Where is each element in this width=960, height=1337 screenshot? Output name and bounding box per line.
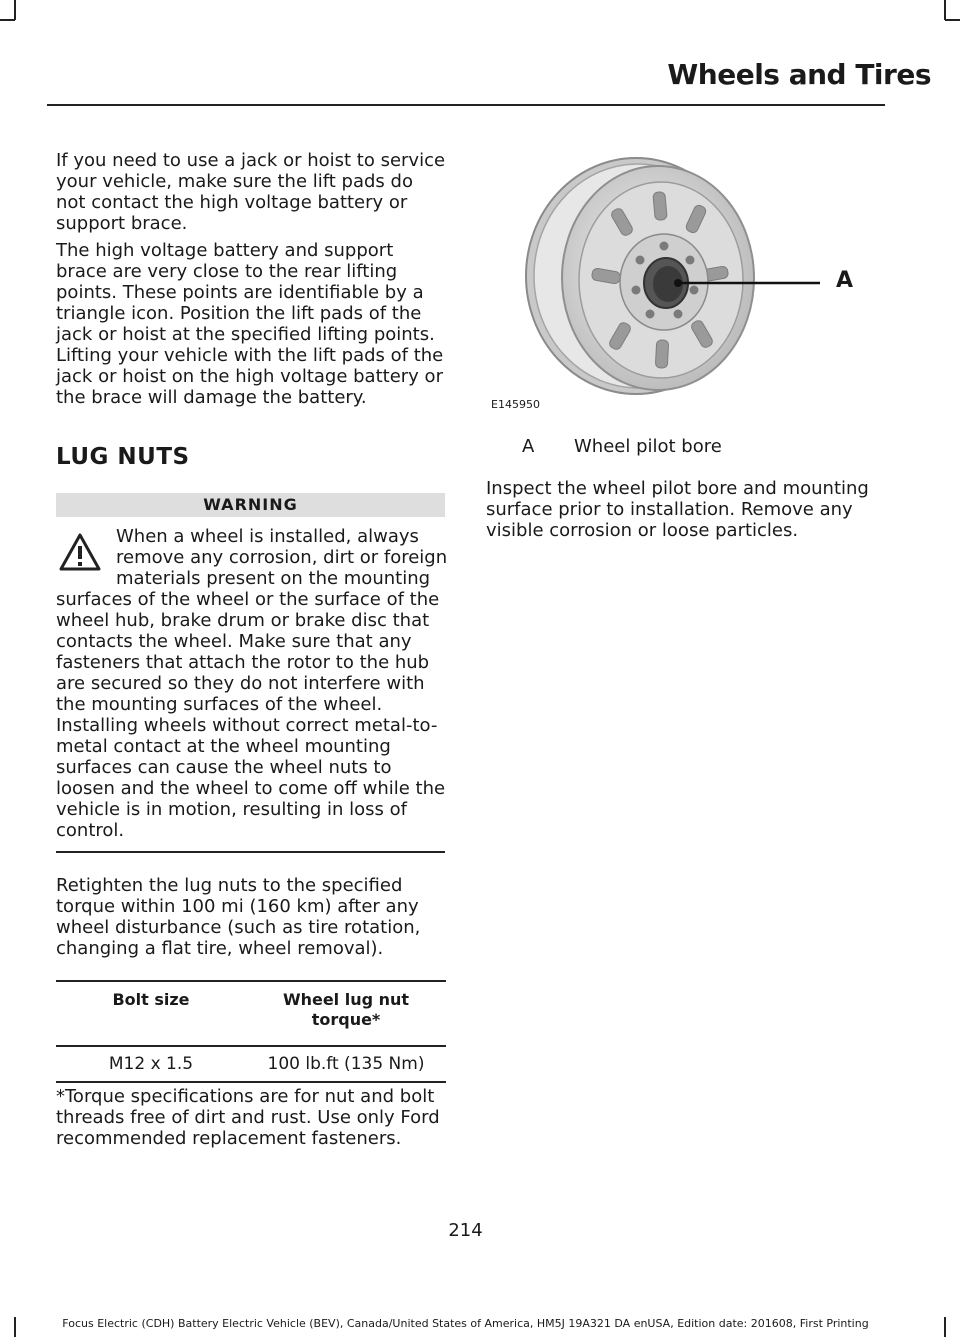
table-cell-bolt-size: M12 x 1.5 <box>56 1046 246 1082</box>
figure-id: E145950 <box>491 398 540 411</box>
page-number: 214 <box>448 1220 483 1241</box>
intro-section <box>56 150 448 408</box>
warning-triangle-icon <box>58 532 102 576</box>
inspect-paragraph: Inspect the wheel pilot bore and mounting surface prior to installation. Remove any visible corrosion or loose particles. <box>486 478 869 541</box>
warning-text-first: When a wheel is installed, always remove any corrosion, dirt or foreign materials present on the mounting <box>116 526 448 589</box>
table-cell-torque: 100 lb.ft (135 Nm) <box>246 1046 446 1082</box>
section-heading: LUG NUTS <box>56 444 190 470</box>
warning-divider <box>56 851 445 853</box>
warning-text-rest: surfaces of the wheel or the surface of the wheel hub, brake drum or brake disc that contacts the wheel. Make sure that any fasteners that attach the rotor to the hub are secured so they do not interfere with the mounting surfaces of the wheel. Installing wheels without correct metal-to-metal contact at the wheel mounting surfaces can cause the wheel nuts to loosen and the wheel to come off while the vehicle is in motion, resulting in loss of control. <box>56 589 446 841</box>
torque-footnote: *Torque specifications are for nut and bolt threads free of dirt and rust. Use only Ford recommended replacement fasteners. <box>56 1086 440 1149</box>
table-header-bolt-size: Bolt size <box>56 981 246 1046</box>
torque-table <box>56 980 446 1083</box>
legend-letter: A <box>522 436 535 457</box>
warning-label: WARNING <box>56 493 445 517</box>
wheel-illustration <box>486 150 876 404</box>
crop-mark <box>945 19 960 21</box>
footnote-section <box>56 1086 448 1149</box>
crop-mark <box>944 0 946 20</box>
table-row <box>56 1046 446 1082</box>
crop-mark <box>0 19 15 21</box>
legend-description: Wheel pilot bore <box>574 436 722 457</box>
intro-paragraph-2: The high voltage battery and support brace are very close to the rear lifting points. These points are identifiable by a triangle icon. Position the lift pads of the jack or hoist at the specified lifting points. Lifting your vehicle with the lift pads of the jack or hoist on the high voltage battery or the brace will damage the battery. <box>56 240 444 408</box>
crop-mark <box>14 0 16 20</box>
intro-paragraph-1: If you need to use a jack or hoist to service your vehicle, make sure the lift pads do not contact the high voltage battery or support brace. <box>56 150 446 234</box>
inspect-section <box>486 478 884 541</box>
table-header-row <box>56 981 446 1046</box>
retighten-paragraph: Retighten the lug nuts to the specified torque within 100 mi (160 km) after any wheel disturbance (such as tire rotation, changing a flat tire, wheel removal). <box>56 875 421 959</box>
figure-callout-label: A <box>836 268 854 293</box>
table-header-torque: Wheel lug nut torque* <box>246 981 446 1046</box>
page-footer: Focus Electric (CDH) Battery Electric Vehicle (BEV), Canada/United States of America, HM5J 19A321 DA enUSA, Edition date: 201608, First Printing <box>62 1317 869 1330</box>
page-title: Wheels and Tires <box>667 58 931 91</box>
header-divider <box>47 104 885 106</box>
retighten-section <box>56 875 448 959</box>
crop-mark <box>944 1317 946 1337</box>
